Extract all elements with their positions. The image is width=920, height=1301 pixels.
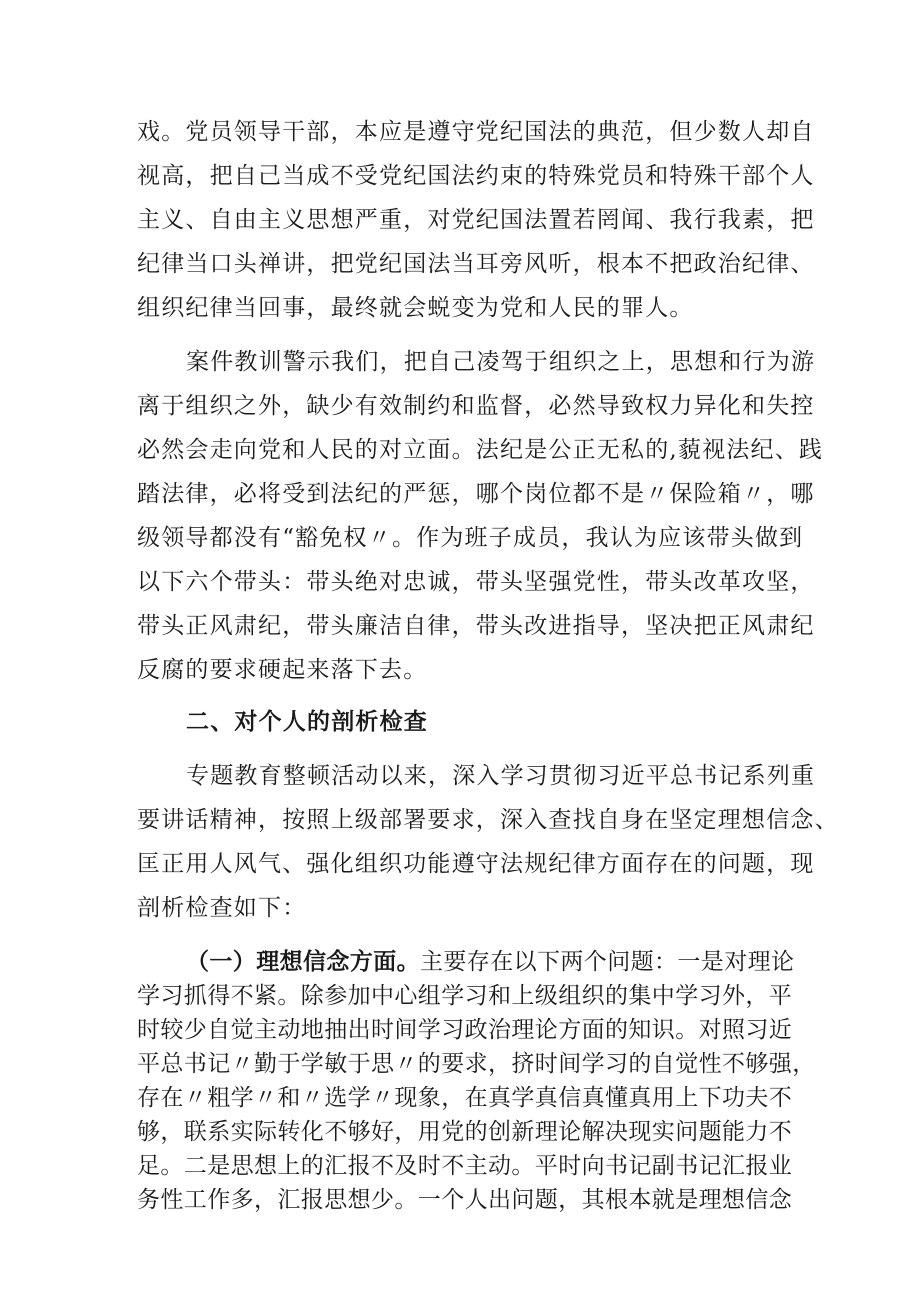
paragraph-1-line-1: 戏。党员领导干部，本应是遵守党纪国法的典范，但少数人却自 (137, 119, 815, 145)
paragraph-2-line-8: 反腐的要求硬起来落下去。 (137, 657, 428, 683)
paragraph-2-line-3: 必然会走向党和人民的对立面。法纪是公正无私的,藐视法纪、践 (137, 437, 824, 463)
paragraph-4-line-6: 够，联系实际转化不够好，用党的创新理论解决现实问题能力不 (137, 1119, 793, 1145)
paragraph-4-line-3: 时较少自觉主动地抽出时间学习政治理论方面的知识。对照习近 (137, 1017, 793, 1043)
sub-heading: （一）理想信念方面。 (186, 948, 420, 975)
section-heading: 二、对个人的剖析检查 (186, 708, 428, 735)
paragraph-2-line-1: 案件教训警示我们，把自己凌驾于组织之上，思想和行为游 (186, 349, 816, 375)
paragraph-3-line-1: 专题教育整顿活动以来，深入学习贯彻习近平总书记系列重 (186, 763, 816, 789)
paragraph-3-line-4: 剖析检查如下： (137, 895, 307, 921)
paragraph-2-line-5: 级领导都没有“豁免权〃。作为班子成员，我认为应该带头做到 (137, 525, 804, 551)
paragraph-4-line-1-text: 主要存在以下两个问题：一是对理论 (420, 949, 795, 975)
paragraph-1-line-2: 视高，把自己当成不受党纪国法约束的特殊党员和特殊干部个人 (137, 163, 815, 189)
paragraph-2-line-2: 离于组织之外，缺少有效制约和监督，必然导致权力异化和失控 (137, 393, 815, 419)
paragraph-1-line-3: 主义、自由主义思想严重，对党纪国法置若罔闻、我行我素，把 (137, 207, 815, 233)
paragraph-1-line-5: 组织纪律当回事，最终就会蜕变为党和人民的罪人。 (137, 295, 694, 321)
paragraph-2-line-7: 带头正风肃纪，带头廉洁自律，带头改进指导，坚决把正风肃纪 (137, 613, 815, 639)
paragraph-4-line-1 (186, 946, 794, 978)
paragraph-3-line-2: 要讲话精神，按照上级部署要求，深入查找自身在坚定理想信念、 (137, 807, 839, 833)
paragraph-4-line-7: 足。二是思想上的汇报不及时不主动。平时向书记副书记汇报业 (137, 1153, 793, 1179)
paragraph-4-line-2: 学习抓得不紧。除参加中心组学习和上级组织的集中学习外，平 (137, 983, 793, 1009)
paragraph-2-line-6: 以下六个带头：带头绝对忠诚，带头坚强党性，带头改革攻坚， (137, 569, 815, 595)
paragraph-1-line-4: 纪律当口头禅讲，把党纪国法当耳旁风听，根本不把政治纪律、 (137, 251, 815, 277)
paragraph-4-line-8: 务性工作多，汇报思想少。一个人出问题，其根本就是理想信念 (137, 1187, 793, 1213)
paragraph-2-line-4: 踏法律，必将受到法纪的严惩，哪个岗位都不是〃保险箱〃，哪 (137, 481, 815, 507)
paragraph-4-line-4: 平总书记〃勤于学敏于思〃的要求，挤时间学习的自觉性不够强， (137, 1051, 816, 1077)
paragraph-3-line-3: 匡正用人风气、强化组织功能遵守法规纪律方面存在的问题，现 (137, 851, 815, 877)
paragraph-4-line-5: 存在〃粗学〃和〃选学〃现象，在真学真信真懂真用上下功夫不 (137, 1085, 793, 1111)
